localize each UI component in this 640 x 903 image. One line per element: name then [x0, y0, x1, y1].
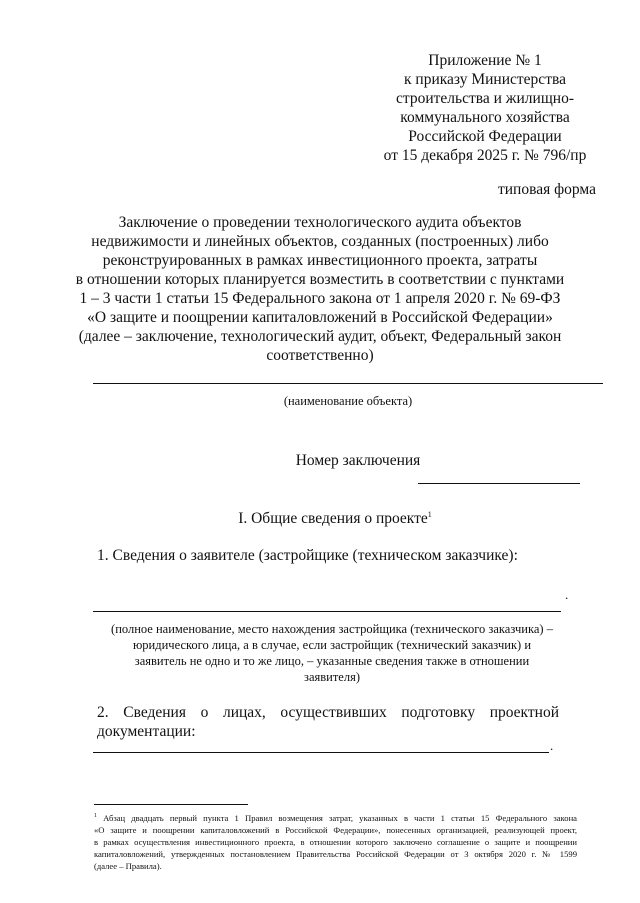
title-line: 1 – 3 части 1 статьи 15 Федерального закона от 1 апреля 2020 г. № 69-ФЗ — [79, 290, 561, 307]
object-name-caption: (наименование объекта) — [283, 394, 413, 408]
document-title — [70, 213, 570, 365]
item-1-end-mark: . — [565, 587, 569, 602]
section-1-title-text: I. Общие сведения о проекте — [238, 510, 428, 528]
footnote-line: «О защите и поощрении капиталовложений в Российской Федерации», понесенных организацией, реализующей проект, — [94, 824, 577, 835]
appendix-header — [360, 51, 610, 165]
appendix-line: строительства и жилищно- — [396, 90, 574, 107]
title-line: недвижимости и линейных объектов, созданных (построенных) либо — [91, 233, 549, 250]
footnote-line — [94, 810, 577, 824]
object-name-line[interactable] — [93, 383, 603, 384]
item-2-line: 2. Сведения о лицах, осуществивших подготовку проектной — [97, 704, 559, 721]
footnote-number: 1 — [94, 813, 97, 819]
title-line: «О защите и поощрении капиталовложений в Российской Федерации» — [87, 309, 553, 326]
applicant-caption — [92, 621, 572, 685]
title-line: (далее – заключение, технологический аудит, объект, Федеральный закон — [78, 328, 562, 345]
footnote-line: (далее – Правила). — [94, 860, 162, 871]
appendix-line: коммунального хозяйства — [400, 109, 570, 126]
footnote-ref-marker: 1 — [427, 510, 432, 519]
item-2 — [97, 703, 559, 741]
footnote-line: в рамках осуществления инвестиционного проекта, в отношении которого заключено соглашение о защите и поощрении — [94, 836, 577, 847]
footnote-line: капиталовложений, утвержденных постановлением Правительства Российской Федерации от 3 октября 2020 г. № 1599 — [94, 848, 577, 859]
applicant-info-line[interactable] — [93, 611, 561, 612]
footnote-text: Абзац двадцать первый пункта 1 Правил возмещения затрат, указанных в части 1 статьи 15 Федерального закона — [103, 812, 577, 823]
conclusion-number-line[interactable] — [418, 483, 580, 484]
title-line: реконструированных в рамках инвестиционного проекта, затраты — [102, 252, 538, 269]
appendix-line: к приказу Министерства — [404, 71, 566, 88]
conclusion-number-label: Номер заключения — [295, 452, 421, 469]
appendix-line: от 15 декабря 2025 г. № 796/пр — [383, 147, 587, 164]
footnote-separator — [94, 804, 248, 805]
applicant-caption-line: (полное наименование, место нахождения застройщика (технического заказчика) – — [111, 622, 553, 636]
footnote — [94, 810, 577, 872]
design-documentation-line[interactable] — [93, 752, 549, 753]
title-line: соответственно) — [266, 347, 374, 364]
appendix-line: Российской Федерации — [408, 128, 562, 145]
title-line: Заключение о проведении технологического аудита объектов — [118, 214, 522, 231]
section-1-title — [0, 510, 640, 528]
title-line: в отношении которых планируется возместить в соответствии с пунктами — [75, 271, 565, 288]
applicant-caption-line: заявителя) — [304, 670, 360, 684]
appendix-line: Приложение № 1 — [428, 52, 542, 69]
item-1-label: 1. Сведения о заявителе (застройщике (техническом заказчике): — [97, 547, 518, 564]
item-2-line: документации: — [97, 723, 196, 740]
form-type-label: типовая форма — [497, 181, 596, 198]
applicant-caption-line: юридического лица, а в случае, если застройщик (технический заказчик) и — [132, 638, 532, 652]
item-2-end-mark: . — [550, 738, 554, 753]
applicant-caption-line: заявитель не одно и то же лицо, – указанные сведения также в отношении — [134, 654, 530, 668]
